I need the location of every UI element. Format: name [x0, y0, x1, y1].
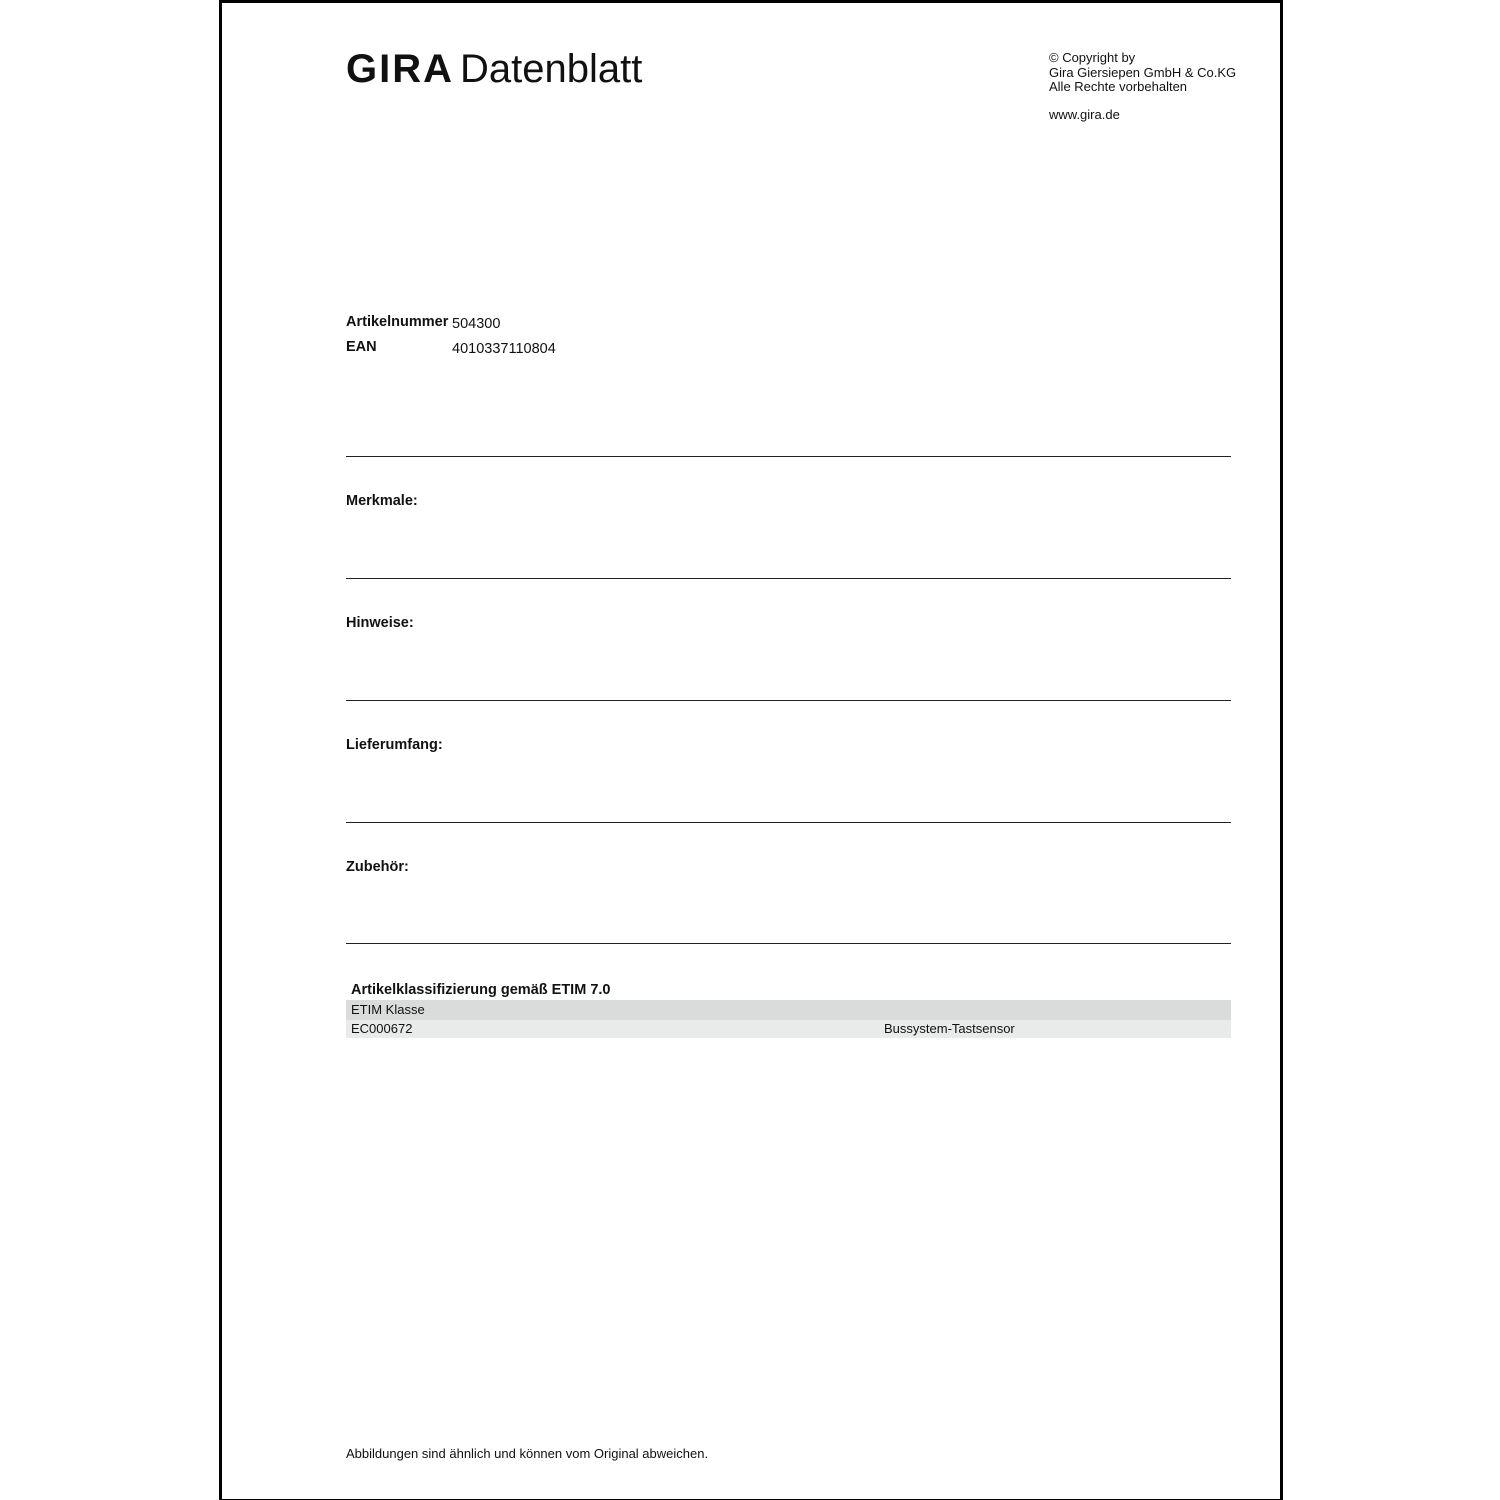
copyright-block [1049, 51, 1236, 122]
section-title-merkmale: Merkmale: [346, 493, 418, 509]
footer-disclaimer: Abbildungen sind ähnlich und können vom Original abweichen. [346, 1446, 709, 1461]
brand-name: GIRA [346, 47, 454, 91]
etim-class-code: EC000672 [351, 1021, 413, 1036]
ean-row [346, 338, 556, 356]
website-link[interactable]: www.gira.de [1049, 106, 1120, 122]
article-number-row [346, 313, 500, 331]
gira-datenblatt-logo [346, 47, 642, 91]
copyright-line: Gira Giersiepen GmbH & Co.KG [1049, 64, 1237, 80]
etim-table [346, 1000, 1231, 1038]
ean-value: 4010337110804 [452, 341, 556, 357]
table-row [346, 1020, 1231, 1038]
section-title-zubehoer: Zubehör: [346, 859, 409, 875]
etim-class-description: Bussystem-Tastsensor [884, 1021, 1015, 1036]
datasheet-page [219, 0, 1283, 1500]
document-title: Datenblatt [460, 47, 643, 91]
section-divider [346, 578, 1231, 579]
copyright-line: © Copyright by [1049, 50, 1136, 65]
section-divider [346, 700, 1231, 701]
etim-table-header [346, 1000, 1231, 1020]
section-title-hinweise: Hinweise: [346, 615, 414, 631]
section-title-lieferumfang: Lieferumfang: [346, 737, 443, 753]
section-divider [346, 943, 1231, 944]
article-number-label: Artikelnummer [346, 314, 449, 330]
ean-label: EAN [346, 339, 377, 355]
section-divider [346, 822, 1231, 823]
etim-header-label: ETIM Klasse [351, 1002, 425, 1017]
etim-heading: Artikelklassifizierung gemäß ETIM 7.0 [351, 982, 611, 998]
article-number-value: 504300 [452, 316, 501, 332]
copyright-line: Alle Rechte vorbehalten [1049, 79, 1188, 94]
section-divider [346, 456, 1231, 457]
